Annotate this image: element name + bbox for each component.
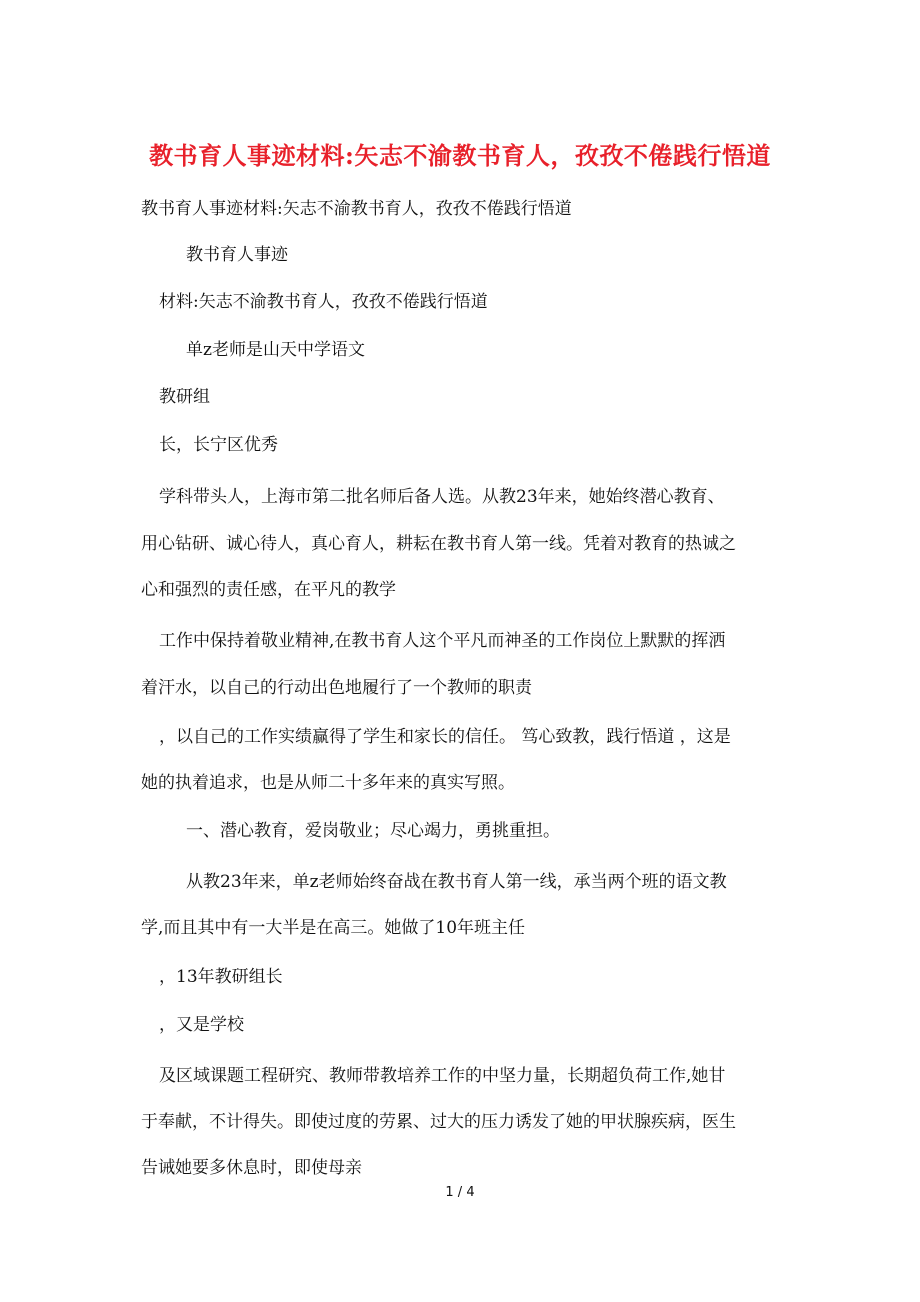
- text-line: 教书育人事迹材料:矢志不渝教书育人，孜孜不倦践行悟道: [141, 199, 572, 219]
- text-line: 从教23年来，单z老师始终奋战在教书育人第一线，承当两个班的语文教: [186, 872, 727, 892]
- text-line: 工作中保持着敬业精神,在教书育人这个平凡而神圣的工作岗位上默默的挥洒: [159, 631, 726, 651]
- text-line: 用心钻研、诚心待人，真心育人，耕耘在教书育人第一线。凭着对教育的热诚之: [141, 534, 736, 554]
- text-line: 心和强烈的责任感，在平凡的教学: [141, 580, 396, 600]
- page-number: 1 / 4: [445, 1185, 475, 1200]
- document-title: 教书育人事迹材料:矢志不渝教书育人，孜孜不倦践行悟道: [149, 141, 771, 170]
- text-line: 着汗水，以自己的行动出色地履行了一个教师的职责: [141, 678, 532, 698]
- text-line: 材料:矢志不渝教书育人，孜孜不倦践行悟道: [159, 292, 488, 312]
- text-line: 单z老师是山天中学语文: [186, 340, 365, 360]
- text-line: 长，长宁区优秀: [159, 435, 278, 455]
- text-line: ，13年教研组长: [159, 967, 283, 987]
- text-line: 一、潜心教育，爱岗敬业；尽心竭力，勇挑重担。: [186, 821, 560, 841]
- text-line: 于奉献，不计得失。即使过度的劳累、过大的压力诱发了她的甲状腺疾病，医生: [141, 1112, 736, 1132]
- text-line: 学科带头人，上海市第二批名师后备人选。从教23年来，她始终潜心教育、: [159, 487, 725, 507]
- text-line: 及区域课题工程研究、教师带教培养工作的中坚力量，长期超负荷工作,她甘: [159, 1066, 726, 1086]
- text-line: 教研组: [159, 387, 210, 407]
- text-line: 告诫她要多休息时，即使母亲: [141, 1158, 362, 1178]
- text-line: 学,而且其中有一大半是在高三。她做了10年班主任: [141, 918, 526, 938]
- text-line: ，又是学校: [159, 1015, 244, 1035]
- text-line: 她的执着追求，也是从师二十多年来的真实写照。: [141, 773, 515, 793]
- text-line: ，以自己的工作实绩赢得了学生和家长的信任。 笃心致教，践行悟道 ，这是: [159, 727, 731, 747]
- text-line: 教书育人事迹: [186, 245, 288, 265]
